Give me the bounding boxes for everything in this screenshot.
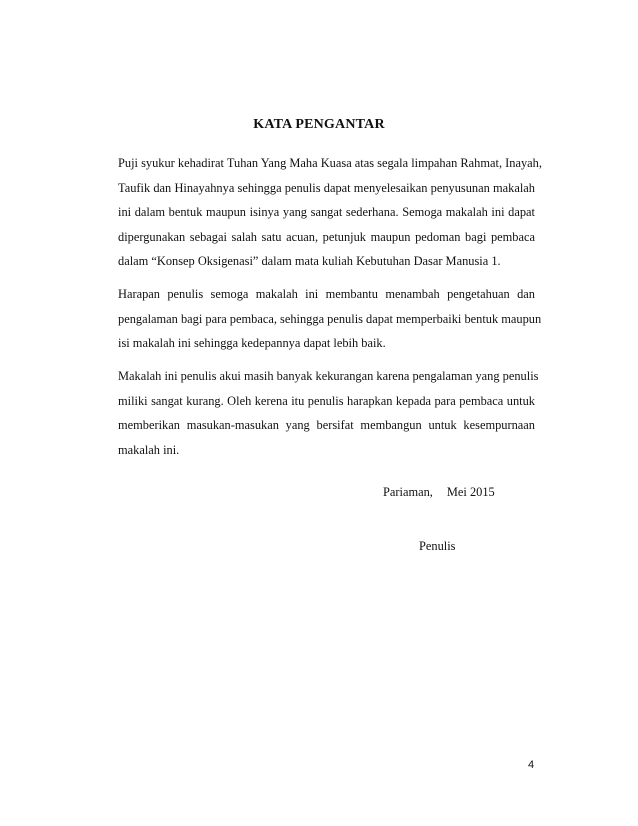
paragraph-2	[118, 282, 542, 356]
paragraph-line: Harapan penulis semoga makalah ini membantu menambah pengetahuan dan	[118, 287, 535, 301]
paragraph-line: Puji syukur kehadirat Tuhan Yang Maha Kuasa atas segala limpahan Rahmat, Inayah,	[118, 156, 542, 170]
paragraph-line: isi makalah ini sehingga kedepannya dapat lebih baik.	[118, 336, 386, 350]
paragraph-line: dalam “Konsep Oksigenasi” dalam mata kuliah Kebutuhan Dasar Manusia 1.	[118, 254, 501, 268]
paragraph-line: Makalah ini penulis akui masih banyak kekurangan karena pengalaman yang penulis	[118, 369, 539, 383]
paragraph-line: miliki sangat kurang. Oleh kerena itu penulis harapkan kepada para pembaca untuk	[118, 393, 535, 408]
place-date-line	[383, 485, 495, 500]
place: Pariaman,	[383, 485, 433, 499]
author-signature: Penulis	[419, 539, 456, 553]
page-title: KATA PENGANTAR	[253, 117, 385, 132]
page-number: 4	[528, 759, 535, 771]
date: Mei 2015	[446, 485, 495, 499]
paragraph-line: dipergunakan sebagai salah satu acuan, petunjuk maupun pedoman bagi pembaca	[118, 229, 535, 244]
paragraph-line: makalah ini.	[118, 442, 180, 457]
paragraph-line: ini dalam bentuk maupun isinya yang sangat sederhana. Semoga makalah ini dapat	[118, 205, 535, 219]
paragraph-line: pengalaman bagi para pembaca, sehingga penulis dapat memperbaiki bentuk maupun	[118, 311, 542, 326]
paragraph-line: Taufik dan Hinayahnya sehingga penulis dapat menyelesaikan penyusunan makalah	[118, 180, 535, 195]
paragraph-3	[118, 364, 539, 462]
paragraph-line: memberikan masukan-masukan yang bersifat membangun untuk kesempurnaan	[118, 418, 535, 432]
paragraph-1	[118, 151, 542, 274]
